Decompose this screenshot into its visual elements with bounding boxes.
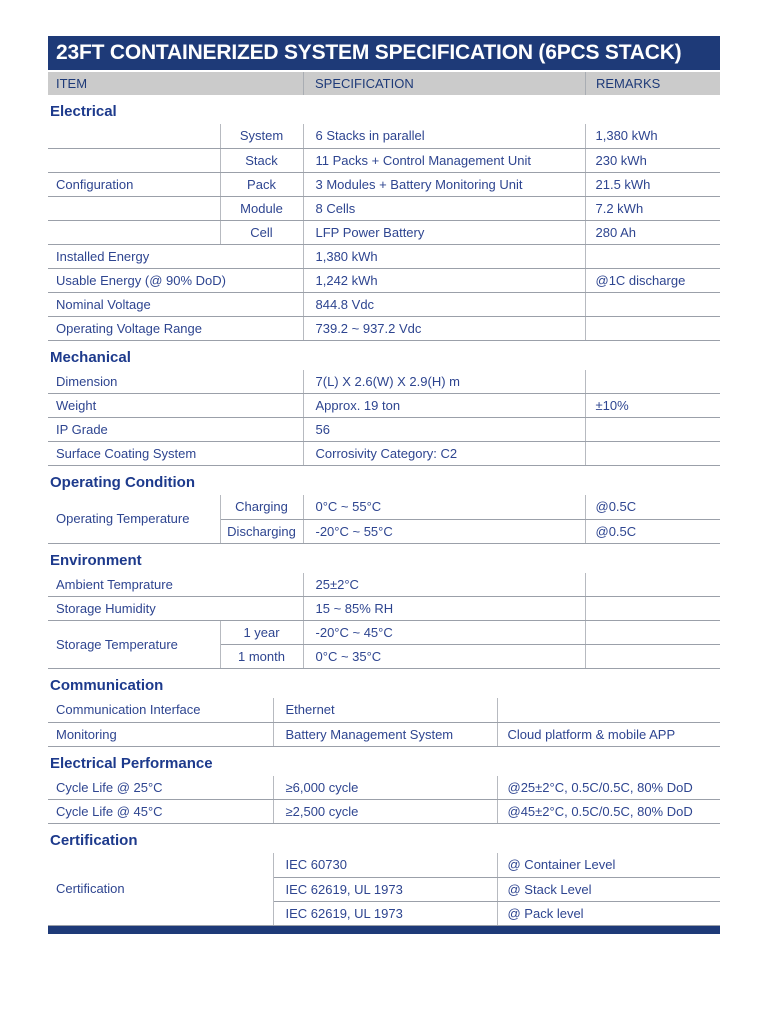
item-cell: Configuration <box>48 172 220 196</box>
remarks-cell: @0.5C <box>585 495 720 519</box>
spec-cell: 11 Packs + Control Management Unit <box>303 148 585 172</box>
item-cell: Dimension <box>48 370 303 394</box>
remarks-cell: @ Pack level <box>497 901 720 925</box>
item-cell: Monitoring <box>48 722 273 746</box>
column-header-specification: SPECIFICATION <box>303 72 585 95</box>
remarks-cell <box>585 597 720 621</box>
remarks-cell <box>585 244 720 268</box>
spec-cell: 739.2 ~ 937.2 Vdc <box>303 316 585 340</box>
remarks-cell: 7.2 kWh <box>585 196 720 220</box>
table-row <box>48 442 720 466</box>
table-row <box>48 722 720 746</box>
sub-cell: Charging <box>220 495 303 519</box>
item-cell: Surface Coating System <box>48 442 303 466</box>
spec-cell: IEC 60730 <box>273 853 497 877</box>
remarks-cell <box>585 573 720 597</box>
page <box>48 36 720 934</box>
item-cell: Certification <box>48 853 273 925</box>
sub-cell: 1 year <box>220 621 303 645</box>
item-cell: IP Grade <box>48 418 303 442</box>
remarks-cell: @25±2°C, 0.5C/0.5C, 80% DoD <box>497 776 720 800</box>
remarks-cell: @0.5C <box>585 519 720 543</box>
spec-cell: 6 Stacks in parallel <box>303 124 585 148</box>
spec-cell: ≥2,500 cycle <box>273 800 497 824</box>
sub-cell: Stack <box>220 148 303 172</box>
remarks-cell <box>585 621 720 645</box>
spec-cell: 7(L) X 2.6(W) X 2.9(H) m <box>303 370 585 394</box>
table-row <box>48 573 720 597</box>
spec-cell: 844.8 Vdc <box>303 292 585 316</box>
section-table-certification <box>48 853 720 926</box>
spec-cell: ≥6,000 cycle <box>273 776 497 800</box>
spec-cell: -20°C ~ 45°C <box>303 621 585 645</box>
item-cell: Operating Temperature <box>48 495 220 543</box>
spec-cell: 0°C ~ 55°C <box>303 495 585 519</box>
table-row <box>48 394 720 418</box>
spec-cell: IEC 62619, UL 1973 <box>273 901 497 925</box>
spec-cell: 25±2°C <box>303 573 585 597</box>
spec-cell: 0°C ~ 35°C <box>303 645 585 669</box>
remarks-cell: @45±2°C, 0.5C/0.5C, 80% DoD <box>497 800 720 824</box>
item-cell <box>48 148 220 172</box>
section-title-communication: Communication <box>50 677 164 694</box>
section-title-operating-condition: Operating Condition <box>50 474 195 491</box>
spec-cell: 3 Modules + Battery Monitoring Unit <box>303 172 585 196</box>
table-row <box>48 124 720 148</box>
item-cell: Ambient Temprature <box>48 573 303 597</box>
sub-cell: Cell <box>220 220 303 244</box>
table-row <box>48 244 720 268</box>
table-row <box>48 776 720 800</box>
remarks-cell <box>585 442 720 466</box>
remarks-cell <box>585 418 720 442</box>
spec-cell: 1,380 kWh <box>303 244 585 268</box>
item-cell <box>48 124 220 148</box>
item-cell: Cycle Life @ 25°C <box>48 776 273 800</box>
remarks-cell: @1C discharge <box>585 268 720 292</box>
table-row <box>48 597 720 621</box>
spec-cell: Ethernet <box>273 698 497 722</box>
table-row <box>48 172 720 196</box>
item-cell: Storage Humidity <box>48 597 303 621</box>
spec-cell: LFP Power Battery <box>303 220 585 244</box>
section-table-electrical-performance <box>48 776 720 825</box>
spec-cell: 8 Cells <box>303 196 585 220</box>
table-row <box>48 268 720 292</box>
footer-bar <box>48 926 720 934</box>
section-title-certification: Certification <box>50 832 138 849</box>
remarks-cell <box>497 698 720 722</box>
sections <box>48 103 720 926</box>
item-cell: Operating Voltage Range <box>48 316 303 340</box>
remarks-cell: 280 Ah <box>585 220 720 244</box>
table-row <box>48 148 720 172</box>
section-table-mechanical <box>48 370 720 467</box>
section-table-electrical <box>48 124 720 341</box>
sub-cell: System <box>220 124 303 148</box>
column-header-item: ITEM <box>56 76 88 91</box>
remarks-cell: 21.5 kWh <box>585 172 720 196</box>
item-cell: Installed Energy <box>48 244 303 268</box>
spec-cell: 1,242 kWh <box>303 268 585 292</box>
spec-cell: 15 ~ 85% RH <box>303 597 585 621</box>
spec-cell: Corrosivity Category: C2 <box>303 442 585 466</box>
table-row <box>48 800 720 824</box>
item-cell: Nominal Voltage <box>48 292 303 316</box>
column-header-row <box>48 72 720 95</box>
section-table-environment <box>48 573 720 670</box>
remarks-cell: Cloud platform & mobile APP <box>497 722 720 746</box>
item-cell: Usable Energy (@ 90% DoD) <box>48 268 303 292</box>
table-row <box>48 316 720 340</box>
item-cell: Weight <box>48 394 303 418</box>
remarks-cell <box>585 316 720 340</box>
remarks-cell <box>585 645 720 669</box>
table-row <box>48 418 720 442</box>
section-title-electrical-performance: Electrical Performance <box>50 754 213 772</box>
sub-cell: Discharging <box>220 519 303 543</box>
spec-cell: -20°C ~ 55°C <box>303 519 585 543</box>
remarks-cell: 1,380 kWh <box>585 124 720 148</box>
spec-cell: Approx. 19 ton <box>303 394 585 418</box>
remarks-cell: @ Stack Level <box>497 877 720 901</box>
sub-cell: Pack <box>220 172 303 196</box>
item-cell <box>48 196 220 220</box>
table-row <box>48 853 720 877</box>
spec-cell: 56 <box>303 418 585 442</box>
item-cell <box>48 220 220 244</box>
remarks-cell <box>585 292 720 316</box>
section-table-communication <box>48 698 720 747</box>
sub-cell: 1 month <box>220 645 303 669</box>
remarks-cell: ±10% <box>585 394 720 418</box>
item-cell: Cycle Life @ 45°C <box>48 800 273 824</box>
section-title-electrical: Electrical <box>50 103 117 120</box>
table-row <box>48 370 720 394</box>
remarks-cell <box>585 370 720 394</box>
section-title-environment: Environment <box>50 551 142 569</box>
column-header-remarks: REMARKS <box>585 72 720 95</box>
table-row <box>48 220 720 244</box>
table-row <box>48 292 720 316</box>
remarks-cell: 230 kWh <box>585 148 720 172</box>
table-row <box>48 698 720 722</box>
spec-cell: Battery Management System <box>273 722 497 746</box>
item-cell: Storage Temperature <box>48 621 220 669</box>
table-row <box>48 495 720 519</box>
sub-cell: Module <box>220 196 303 220</box>
spec-cell: IEC 62619, UL 1973 <box>273 877 497 901</box>
table-row <box>48 621 720 645</box>
page-title: 23FT CONTAINERIZED SYSTEM SPECIFICATION (6PCS STACK) <box>48 36 720 70</box>
remarks-cell: @ Container Level <box>497 853 720 877</box>
section-title-mechanical: Mechanical <box>50 348 131 366</box>
section-table-operating-condition <box>48 495 720 544</box>
table-row <box>48 196 720 220</box>
item-cell: Communication Interface <box>48 698 273 722</box>
